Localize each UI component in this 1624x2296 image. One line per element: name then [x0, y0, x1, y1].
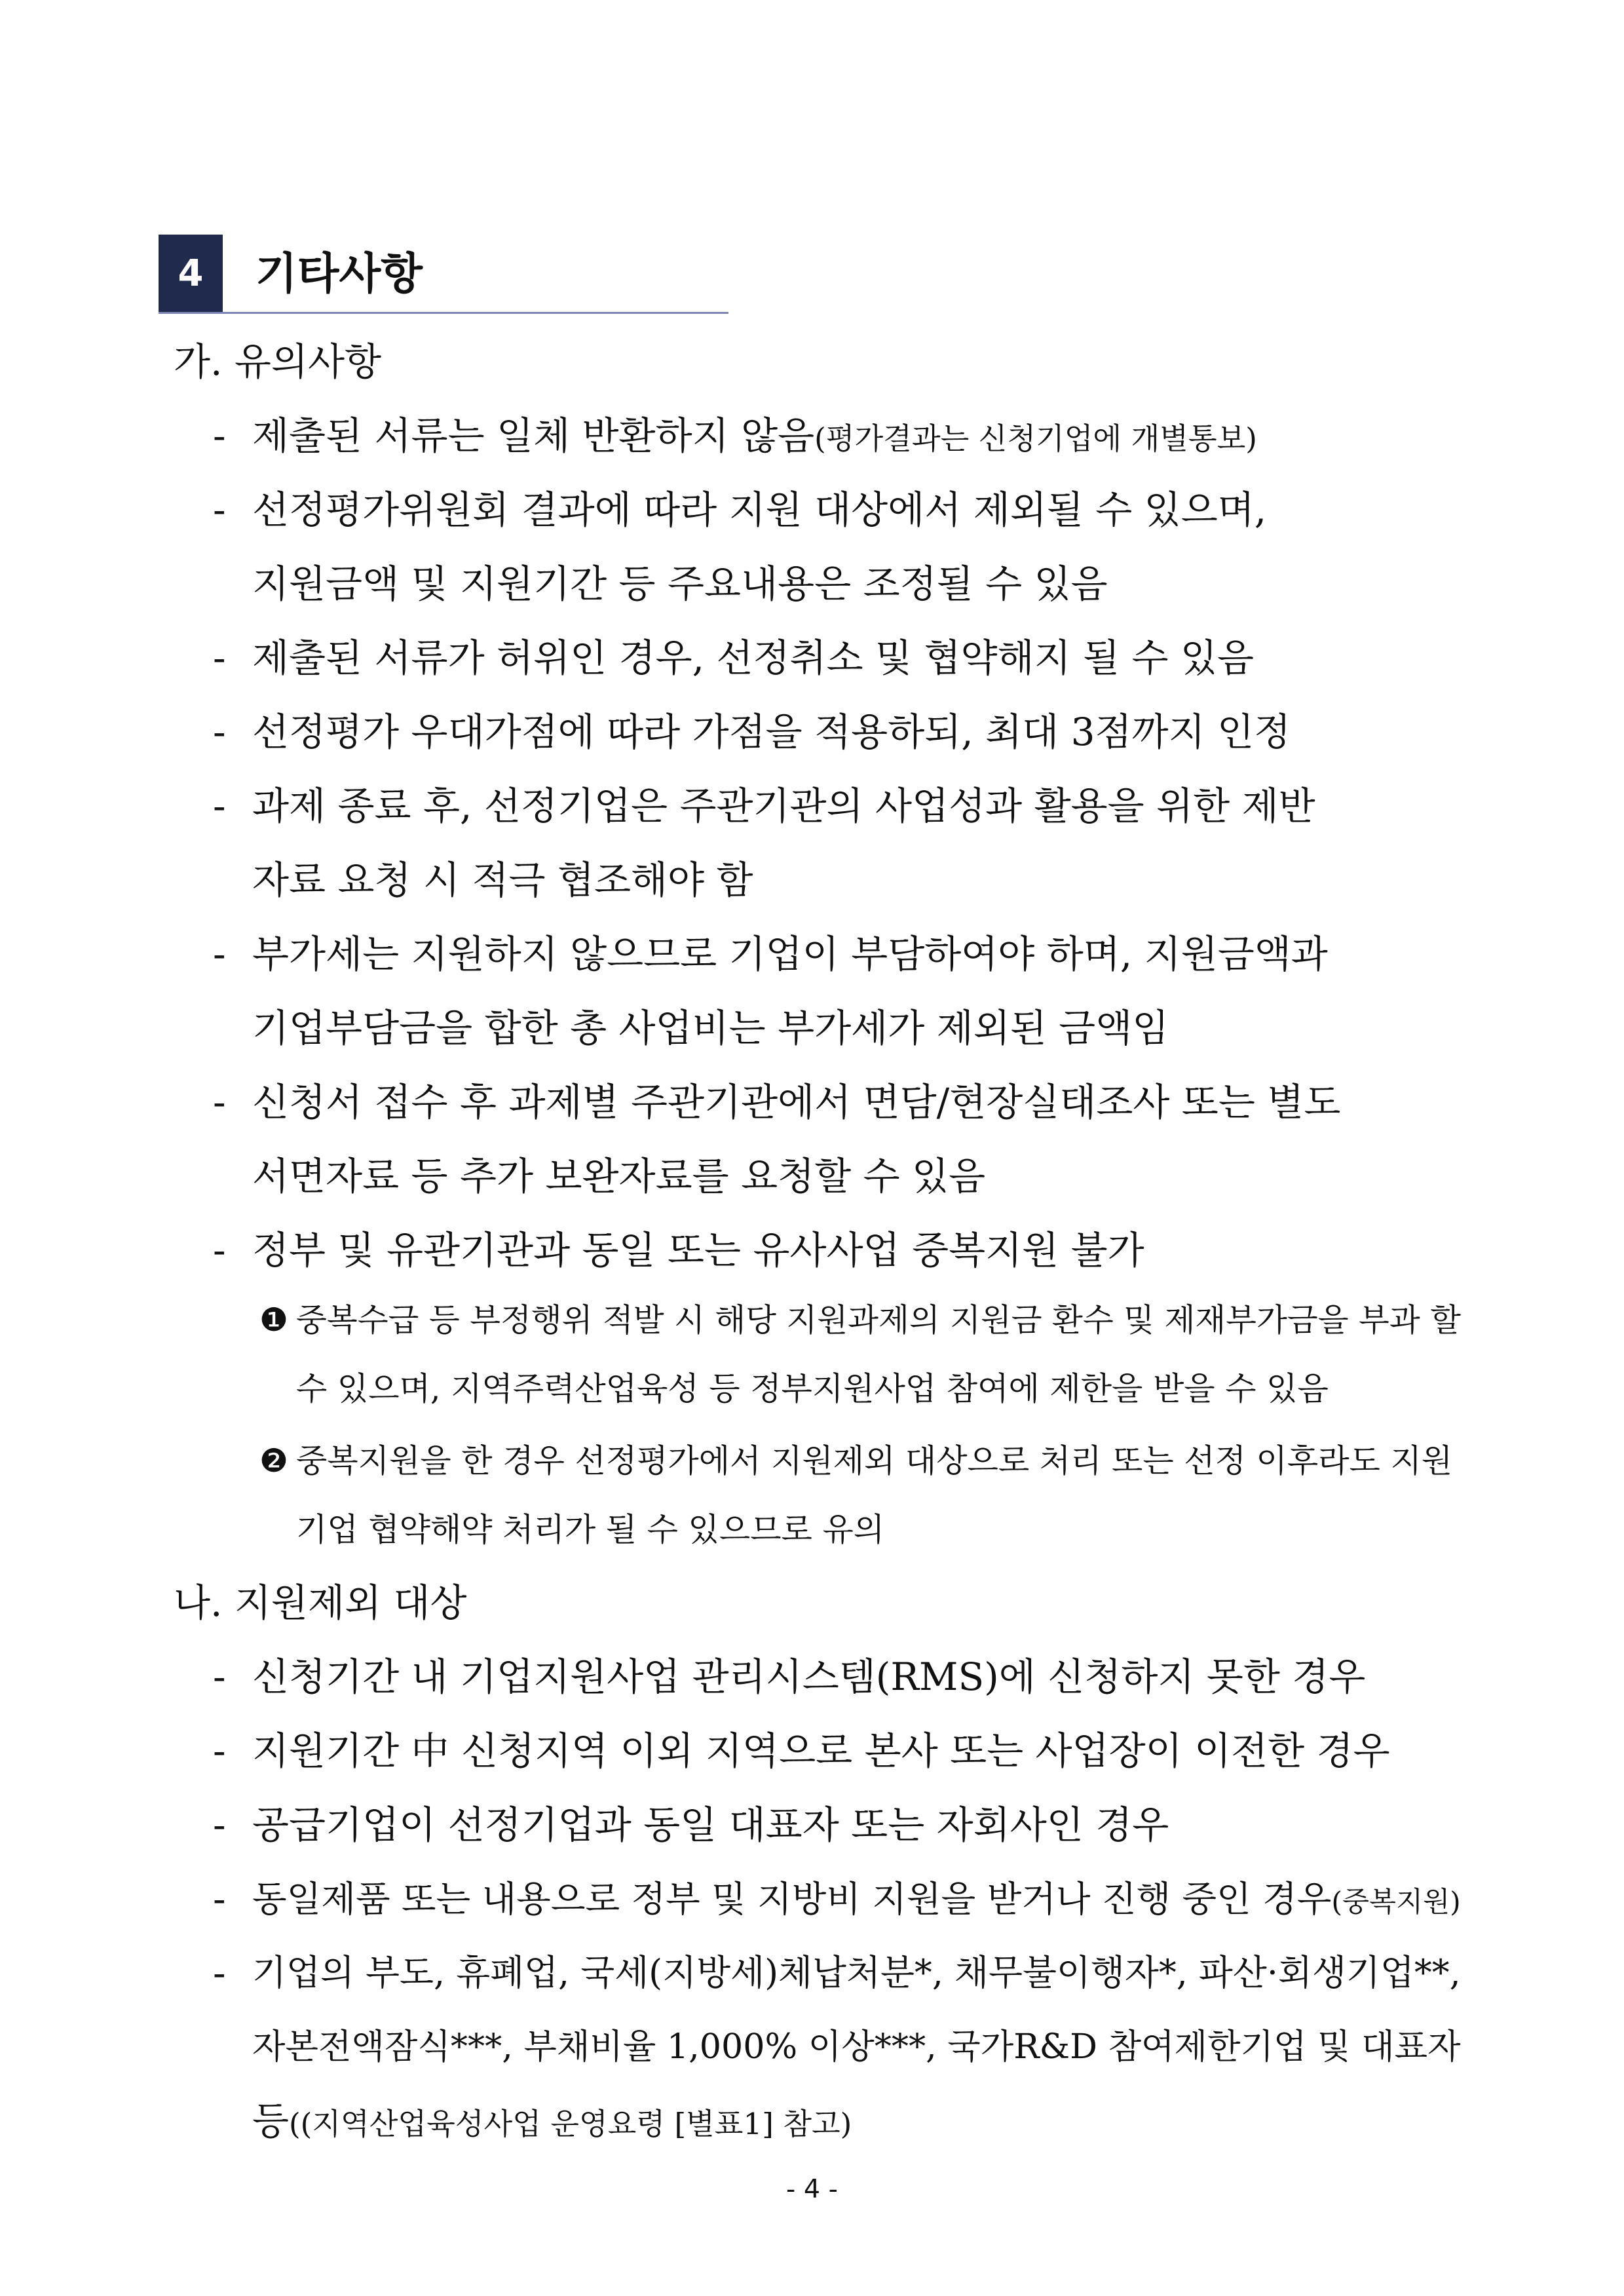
list-item-note: (중복지원): [1331, 1886, 1461, 1919]
list-item-text: 제출된 서류는 일체 반환하지 않음(평가결과는 신청기업에 개별통보): [252, 413, 1257, 458]
note-marker: ❶: [259, 1301, 288, 1339]
list-item-dash: -: [213, 932, 226, 976]
list-item-text: 지원금액 및 지원기간 등 주요내용은 조정될 수 있음: [252, 562, 1108, 606]
list-item-text: 서면자료 등 추가 보완자료를 요청할 수 있음: [252, 1154, 986, 1198]
list-item-dash: -: [213, 1803, 226, 1847]
section-underline: [159, 312, 728, 314]
list-item-dash: -: [213, 1080, 226, 1124]
list-item-text: 자료 요청 시 적극 협조해야 함: [252, 858, 753, 902]
page-number: - 4 -: [786, 2174, 838, 2204]
list-item-text: 자본전액잠식***, 부채비율 1,000% 이상***, 국가R&D 참여제한기업 및 대표자: [252, 2027, 1461, 2067]
list-item-note: (평가결과는 신청기업에 개별통보): [814, 421, 1257, 456]
list-item-text: 기업의 부도, 휴폐업, 국세(지방세)체납처분*, 채무불이행자*, 파산·회생기업**,: [252, 1952, 1461, 1993]
list-item-dash: -: [213, 710, 226, 754]
list-item-text: 부가세는 지원하지 않으므로 기업이 부담하여야 하며, 지원금액과: [252, 932, 1328, 976]
list-item-text: 공급기업이 선정기업과 동일 대표자 또는 자회사인 경우: [252, 1803, 1169, 1847]
list-item-text: 등((지역산업육성사업 운영요령 [별표1] 참고): [252, 2099, 852, 2143]
list-item-text: 정부 및 유관기관과 동일 또는 유사사업 중복지원 불가: [252, 1228, 1144, 1272]
list-item-dash: -: [213, 1228, 226, 1272]
list-item-dash: -: [213, 1951, 226, 1995]
note-text: 중복수급 등 부정행위 적발 시 해당 지원과제의 지원금 환수 및 제재부가금을 부과 할: [296, 1302, 1461, 1339]
list-item-dash: -: [213, 413, 226, 458]
note-marker: ❷: [259, 1442, 288, 1480]
list-item-dash: -: [213, 488, 226, 532]
list-item-dash: -: [213, 784, 226, 828]
note-text: 수 있으며, 지역주력산업육성 등 정부지원사업 참여에 제한을 받을 수 있음: [296, 1370, 1329, 1407]
list-item-text: 제출된 서류가 허위인 경우, 선정취소 및 협약해지 될 수 있음: [252, 636, 1255, 680]
list-item-dash: -: [213, 1655, 226, 1699]
list-item-note: ((지역산업육성사업 운영요령 [별표1] 참고): [289, 2107, 852, 2141]
section-header: [159, 235, 728, 313]
note-text: 중복지원을 한 경우 선정평가에서 지원제외 대상으로 처리 또는 선정 이후라도 지원: [296, 1442, 1453, 1480]
subsection-heading-b: 나. 지원제외 대상: [174, 1580, 467, 1625]
section-number-box: 4: [159, 235, 223, 313]
list-item-dash: -: [213, 1729, 226, 1773]
list-item-text: 선정평가 우대가점에 따라 가점을 적용하되, 최대 3점까지 인정: [252, 710, 1291, 754]
section-title: 기타사항: [255, 248, 423, 299]
list-item-dash: -: [213, 1877, 226, 1921]
list-item-text: 지원기간 中 신청지역 이외 지역으로 본사 또는 사업장이 이전한 경우: [252, 1729, 1390, 1773]
list-item-text: 신청기간 내 기업지원사업 관리시스템(RMS)에 신청하지 못한 경우: [252, 1655, 1366, 1699]
list-item-dash: -: [213, 636, 226, 680]
list-item-text: 과제 종료 후, 선정기업은 주관기관의 사업성과 활용을 위한 제반: [252, 784, 1315, 828]
list-item-text: 기업부담금을 합한 총 사업비는 부가세가 제외된 금액임: [252, 1006, 1169, 1050]
subsection-heading-a: 가. 유의사항: [174, 339, 382, 384]
note-text: 기업 협약해약 처리가 될 수 있으므로 유의: [296, 1511, 885, 1548]
list-item-text: 선정평가위원회 결과에 따라 지원 대상에서 제외될 수 있으며,: [252, 488, 1267, 532]
list-item-text: 동일제품 또는 내용으로 정부 및 지방비 지원을 받거나 진행 중인 경우(중복지원): [252, 1878, 1461, 1920]
list-item-text: 신청서 접수 후 과제별 주관기관에서 면담/현장실태조사 또는 별도: [252, 1080, 1341, 1124]
